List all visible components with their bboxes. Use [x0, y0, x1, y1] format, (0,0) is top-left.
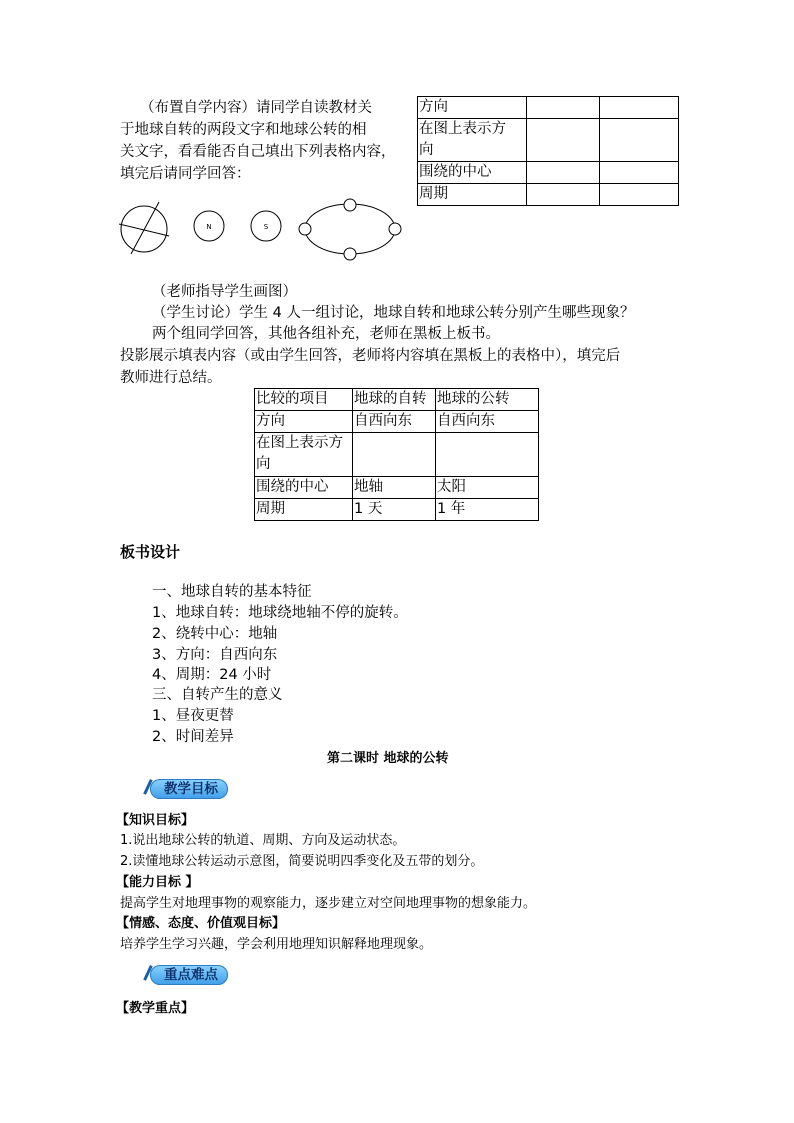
intro-line-1: （布置自学内容）请同学自读教材关 [140, 100, 372, 116]
n-label: N [206, 223, 212, 231]
orbit-sketch [299, 199, 401, 260]
blank-table-text: 向 [419, 142, 434, 158]
table-header-cell: 地球的公转 [436, 389, 539, 411]
projection-line-1: 投影展示填表内容（或由学生回答，老师将内容填在黑板上的表格中），填完后 [120, 348, 621, 364]
board-line: 2、绕转中心：地轴 [152, 626, 278, 642]
blank-comparison-table [417, 96, 679, 206]
blank-table-cell: 周期 [418, 184, 527, 206]
blank-table-cell [600, 97, 679, 119]
projection-line-2: 教师进行总结。 [120, 370, 222, 386]
badge-label: 教学目标 [164, 781, 218, 797]
tilted-earth-sketch [119, 202, 169, 254]
table-cell: 自西向东 [436, 411, 539, 433]
filled-comparison-table [254, 388, 539, 521]
ability-goals-heading: 【能力目标 】 [116, 875, 199, 890]
table-header-cell: 地球的自转 [353, 389, 436, 411]
board-line: 一、地球自转的基本特征 [152, 584, 312, 600]
board-design-heading: 板书设计 [120, 543, 181, 561]
pen-icon [143, 965, 162, 985]
board-line: 三、自转产生的意义 [152, 687, 283, 703]
table-cell [255, 433, 353, 477]
intro-line-2: 于地球自转的两段文字和地球公转的相 [120, 122, 367, 138]
table-cell: 1 年 [436, 499, 539, 521]
table-cell: 周期 [255, 499, 353, 521]
blank-table-cell [600, 162, 679, 184]
teaching-focus-heading: 【教学重点】 [116, 1001, 195, 1016]
earth-motion-sketch [115, 196, 410, 266]
blank-table-cell [600, 119, 679, 162]
blank-table-cell: 方向 [418, 97, 527, 119]
intro-line-4: 填完后请同学回答： [120, 166, 251, 182]
table-cell: 1 天 [353, 499, 436, 521]
student-discussion-line: （学生讨论）学生 4 人一组讨论，地球自转和地球公转分别产生哪些现象？ [152, 305, 635, 321]
lesson-title: 第二课时 地球的公转 [327, 751, 449, 766]
blank-table-cell [418, 119, 527, 162]
knowledge-goals-heading: 【知识目标】 [116, 813, 195, 828]
blank-table-cell [527, 184, 600, 206]
intro-line-3: 关文字，看看能否自己填出下列表格内容， [120, 144, 396, 160]
key-points-badge [150, 965, 228, 985]
table-cell [436, 433, 539, 477]
pen-icon [143, 779, 162, 799]
answer-line: 两个组同学回答，其他各组补充，老师在黑板上板书。 [152, 326, 500, 342]
teacher-guide-line: （老师指导学生画图） [152, 284, 297, 300]
table-cell: 自西向东 [353, 411, 436, 433]
north-pole-sketch [194, 211, 224, 241]
badge-label: 重点难点 [164, 967, 218, 983]
board-line: 1、地球自转：地球绕地轴不停的旋转。 [152, 605, 408, 621]
knowledge-goal-1: 1.说出地球公转的轨道、周期、方向及运动状态。 [120, 833, 406, 848]
ability-goal-1: 提高学生对地理事物的观察能力，逐步建立对空间地理事物的想象能力。 [120, 896, 537, 911]
board-line: 4、周期：24 小时 [152, 667, 272, 683]
table-cell: 围绕的中心 [255, 477, 353, 499]
table-cell: 太阳 [436, 477, 539, 499]
table-cell: 方向 [255, 411, 353, 433]
table-cell [353, 433, 436, 477]
s-label: S [263, 223, 269, 231]
teaching-goals-badge [150, 779, 228, 799]
table-cell: 地轴 [353, 477, 436, 499]
emotion-goals-heading: 【情感、态度、价值观目标】 [116, 916, 286, 931]
blank-table-cell [527, 119, 600, 162]
blank-table-cell [600, 184, 679, 206]
board-line: 2、时间差异 [152, 729, 234, 745]
board-line: 1、昼夜更替 [152, 708, 234, 724]
knowledge-goal-2: 2.读懂地球公转运动示意图，简要说明四季变化及五带的划分。 [120, 854, 484, 869]
blank-table-text: 在图上表示方 [419, 121, 506, 137]
blank-table-cell [527, 97, 600, 119]
emotion-goal-1: 培养学生学习兴趣，学会利用地理知识解释地理现象。 [120, 937, 433, 952]
table-text: 在图上表示方 [256, 435, 343, 451]
table-header-cell: 比较的项目 [255, 389, 353, 411]
table-text: 向 [256, 456, 271, 472]
south-pole-sketch [251, 211, 281, 241]
blank-table-cell [527, 162, 600, 184]
blank-table-cell: 围绕的中心 [418, 162, 527, 184]
board-line: 3、方向：自西向东 [152, 647, 278, 663]
